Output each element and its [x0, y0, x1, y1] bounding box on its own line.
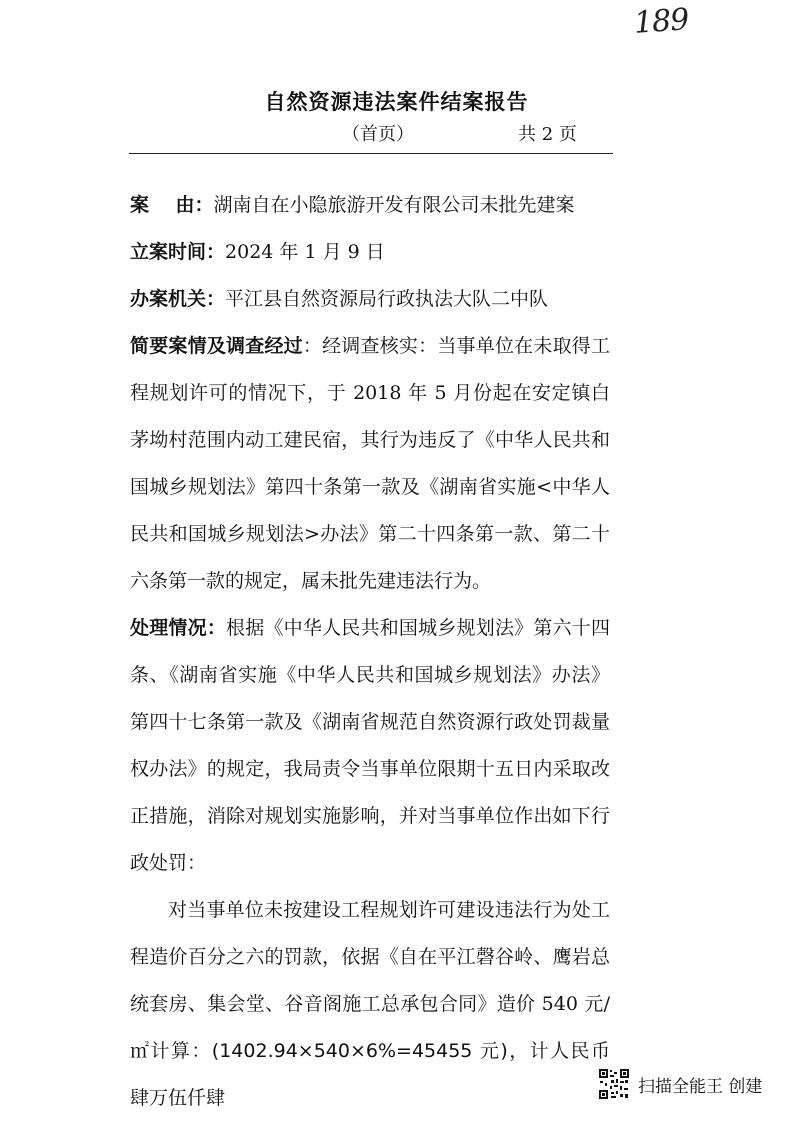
handwritten-page-number: 189 [632, 2, 690, 41]
disposition-text: 根据《中华人民共和国城乡规划法》第六十四条、《湖南省实施《中华人民共和国城乡规划法》办法》第四十七条第一款及《湖南省规范自然资源行政处罚裁量权办法》的规定，我局责令当事单位限期十五日内采取改正措施，消除对规划实施影响，并对当事单位作出如下行政处罚： [130, 617, 610, 874]
scanner-watermark [598, 1068, 762, 1100]
penalty-continuation: ，计人民币肆万伍仟肆 [130, 1040, 610, 1109]
document-body [130, 182, 610, 1122]
case-cause-value: 湖南自在小隐旅游开发有限公司未批先建案 [213, 194, 575, 216]
handling-agency-value: 平江县自然资源局行政执法大队二中队 [225, 288, 549, 310]
disposition-label: 处理情况： [130, 617, 227, 639]
penalty-text: 对当事单位未按建设工程规划许可建设违法行为处工程造价百分之六的罚款，依据《自在平江磬谷岭、鹰岩总统套房、集会堂、谷音阁施工总承包合同》造价 540 元/㎡计算： [130, 899, 610, 1062]
case-cause-field [130, 182, 610, 229]
penalty-formula: (1402.94×540×6%=45455 元) [211, 1040, 508, 1062]
penalty-paragraph [130, 887, 610, 1122]
handling-agency-label: 办案机关： [130, 288, 226, 310]
handling-agency-field [130, 276, 610, 323]
case-cause-label: 案 由： [130, 194, 214, 216]
filing-date-value: 2024 年 1 月 9 日 [225, 241, 385, 263]
case-summary-text: ：经调查核实：当事单位在未取得工程规划许可的情况下，于 2018 年 5 月份起在安定镇白茅坳村范围内动工建民宿，其行为违反了《中华人民共和国城乡规划法》第四十条第一款及《湖南省实施<中华人民共和国城乡规划法>办法》第二十四条第一款、第二十六条第一款的规定，属未批先建违法行为。 [130, 335, 610, 592]
header-divider [129, 153, 613, 154]
disposition-paragraph [130, 605, 610, 887]
scanner-app-name: 扫描全能王 创建 [638, 1076, 763, 1097]
document-title: 自然资源违法案件结案报告 [264, 89, 529, 114]
filing-date-label: 立案时间： [130, 241, 226, 263]
total-pages: 共 2 页 [518, 124, 577, 145]
case-summary-paragraph [130, 323, 610, 605]
filing-date-field [130, 229, 610, 276]
page-label: （首页） [342, 124, 414, 145]
case-summary-label: 简要案情及调查经过 [130, 335, 303, 357]
qr-code-icon [598, 1068, 630, 1100]
